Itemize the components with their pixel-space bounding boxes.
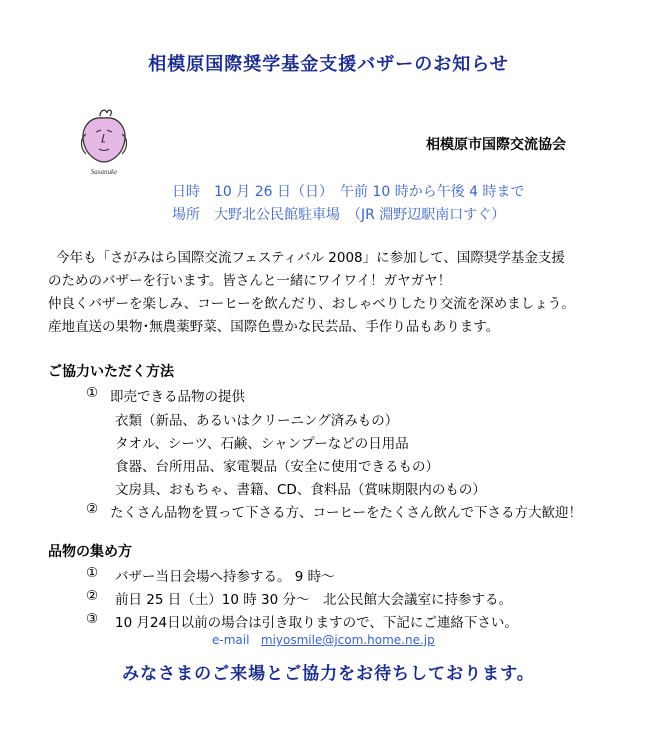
intro-line: 仲良くバザーを楽しみ、コーヒーを飲んだり、おしゃべりしたり交流を深めましょう。: [48, 296, 575, 312]
contribution-subitem: 食器、台所用品、家電製品（安全に使用できるもの）: [115, 459, 439, 475]
collection-item: 10 月24日以前の場合は引き取りますので、下記にご連絡下さい。: [115, 615, 518, 631]
contact-email: [212, 633, 435, 647]
event-venue: 場所 大野北公民館駐車場 （JR 淵野辺駅南口すぐ）: [172, 207, 506, 223]
organization-name: 相模原市国際交流協会: [426, 137, 566, 153]
item-number: ①: [86, 565, 99, 581]
section-heading-collection: 品物の集め方: [48, 544, 132, 560]
item-number: ②: [86, 501, 99, 517]
section-heading-contribution: ご協力いただく方法: [48, 364, 174, 380]
contribution-item: たくさん品物を買って下さる方、コーヒーをたくさん飲んで下さる方大歓迎！: [110, 505, 582, 521]
event-datetime: 日時 10 月 26 日（日） 午前 10 時から午後 4 時まで: [172, 184, 525, 200]
email-link[interactable]: miyosmile@jcom.home.ne.jp: [260, 633, 435, 647]
contribution-subitem: 衣類（新品、あるいはクリーニング済みもの）: [115, 413, 399, 429]
closing-message: みなさまのご来場とご協力をお待ちしております。: [122, 664, 535, 684]
page-title: 相模原国際奨学基金支援バザーのお知らせ: [148, 54, 509, 75]
svg-text:Sasanuke: Sasanuke: [90, 168, 118, 176]
collection-item: バザー当日会場へ持参する。 9 時～: [115, 569, 335, 585]
item-number: ②: [86, 588, 99, 604]
contribution-subitem: タオル、シーツ、石鹸、シャンプーなどの日用品: [115, 436, 409, 452]
email-label: e-mail: [212, 633, 250, 647]
contribution-item: 即売できる品物の提供: [110, 389, 245, 405]
item-number: ①: [86, 385, 99, 401]
intro-line: 今年も「さがみはら国際交流フェスティバル 2008」に参加して、国際奨学基金支援: [56, 250, 565, 266]
intro-line: 産地直送の果物･無農薬野菜、国際色豊かな民芸品、手作り品もあります。: [48, 319, 500, 335]
collection-item: 前日 25 日（土）10 時 30 分～ 北公民館大会議室に持参する。: [115, 592, 512, 608]
item-number: ③: [86, 611, 99, 627]
contribution-subitem: 文房具、おもちゃ、書籍、CD、食料品（賞味期限内のもの）: [115, 482, 486, 498]
association-logo: [74, 104, 134, 176]
intro-line: のためのバザーを行います。皆さんと一緒にワイワイ！ガヤガヤ！: [48, 273, 452, 289]
